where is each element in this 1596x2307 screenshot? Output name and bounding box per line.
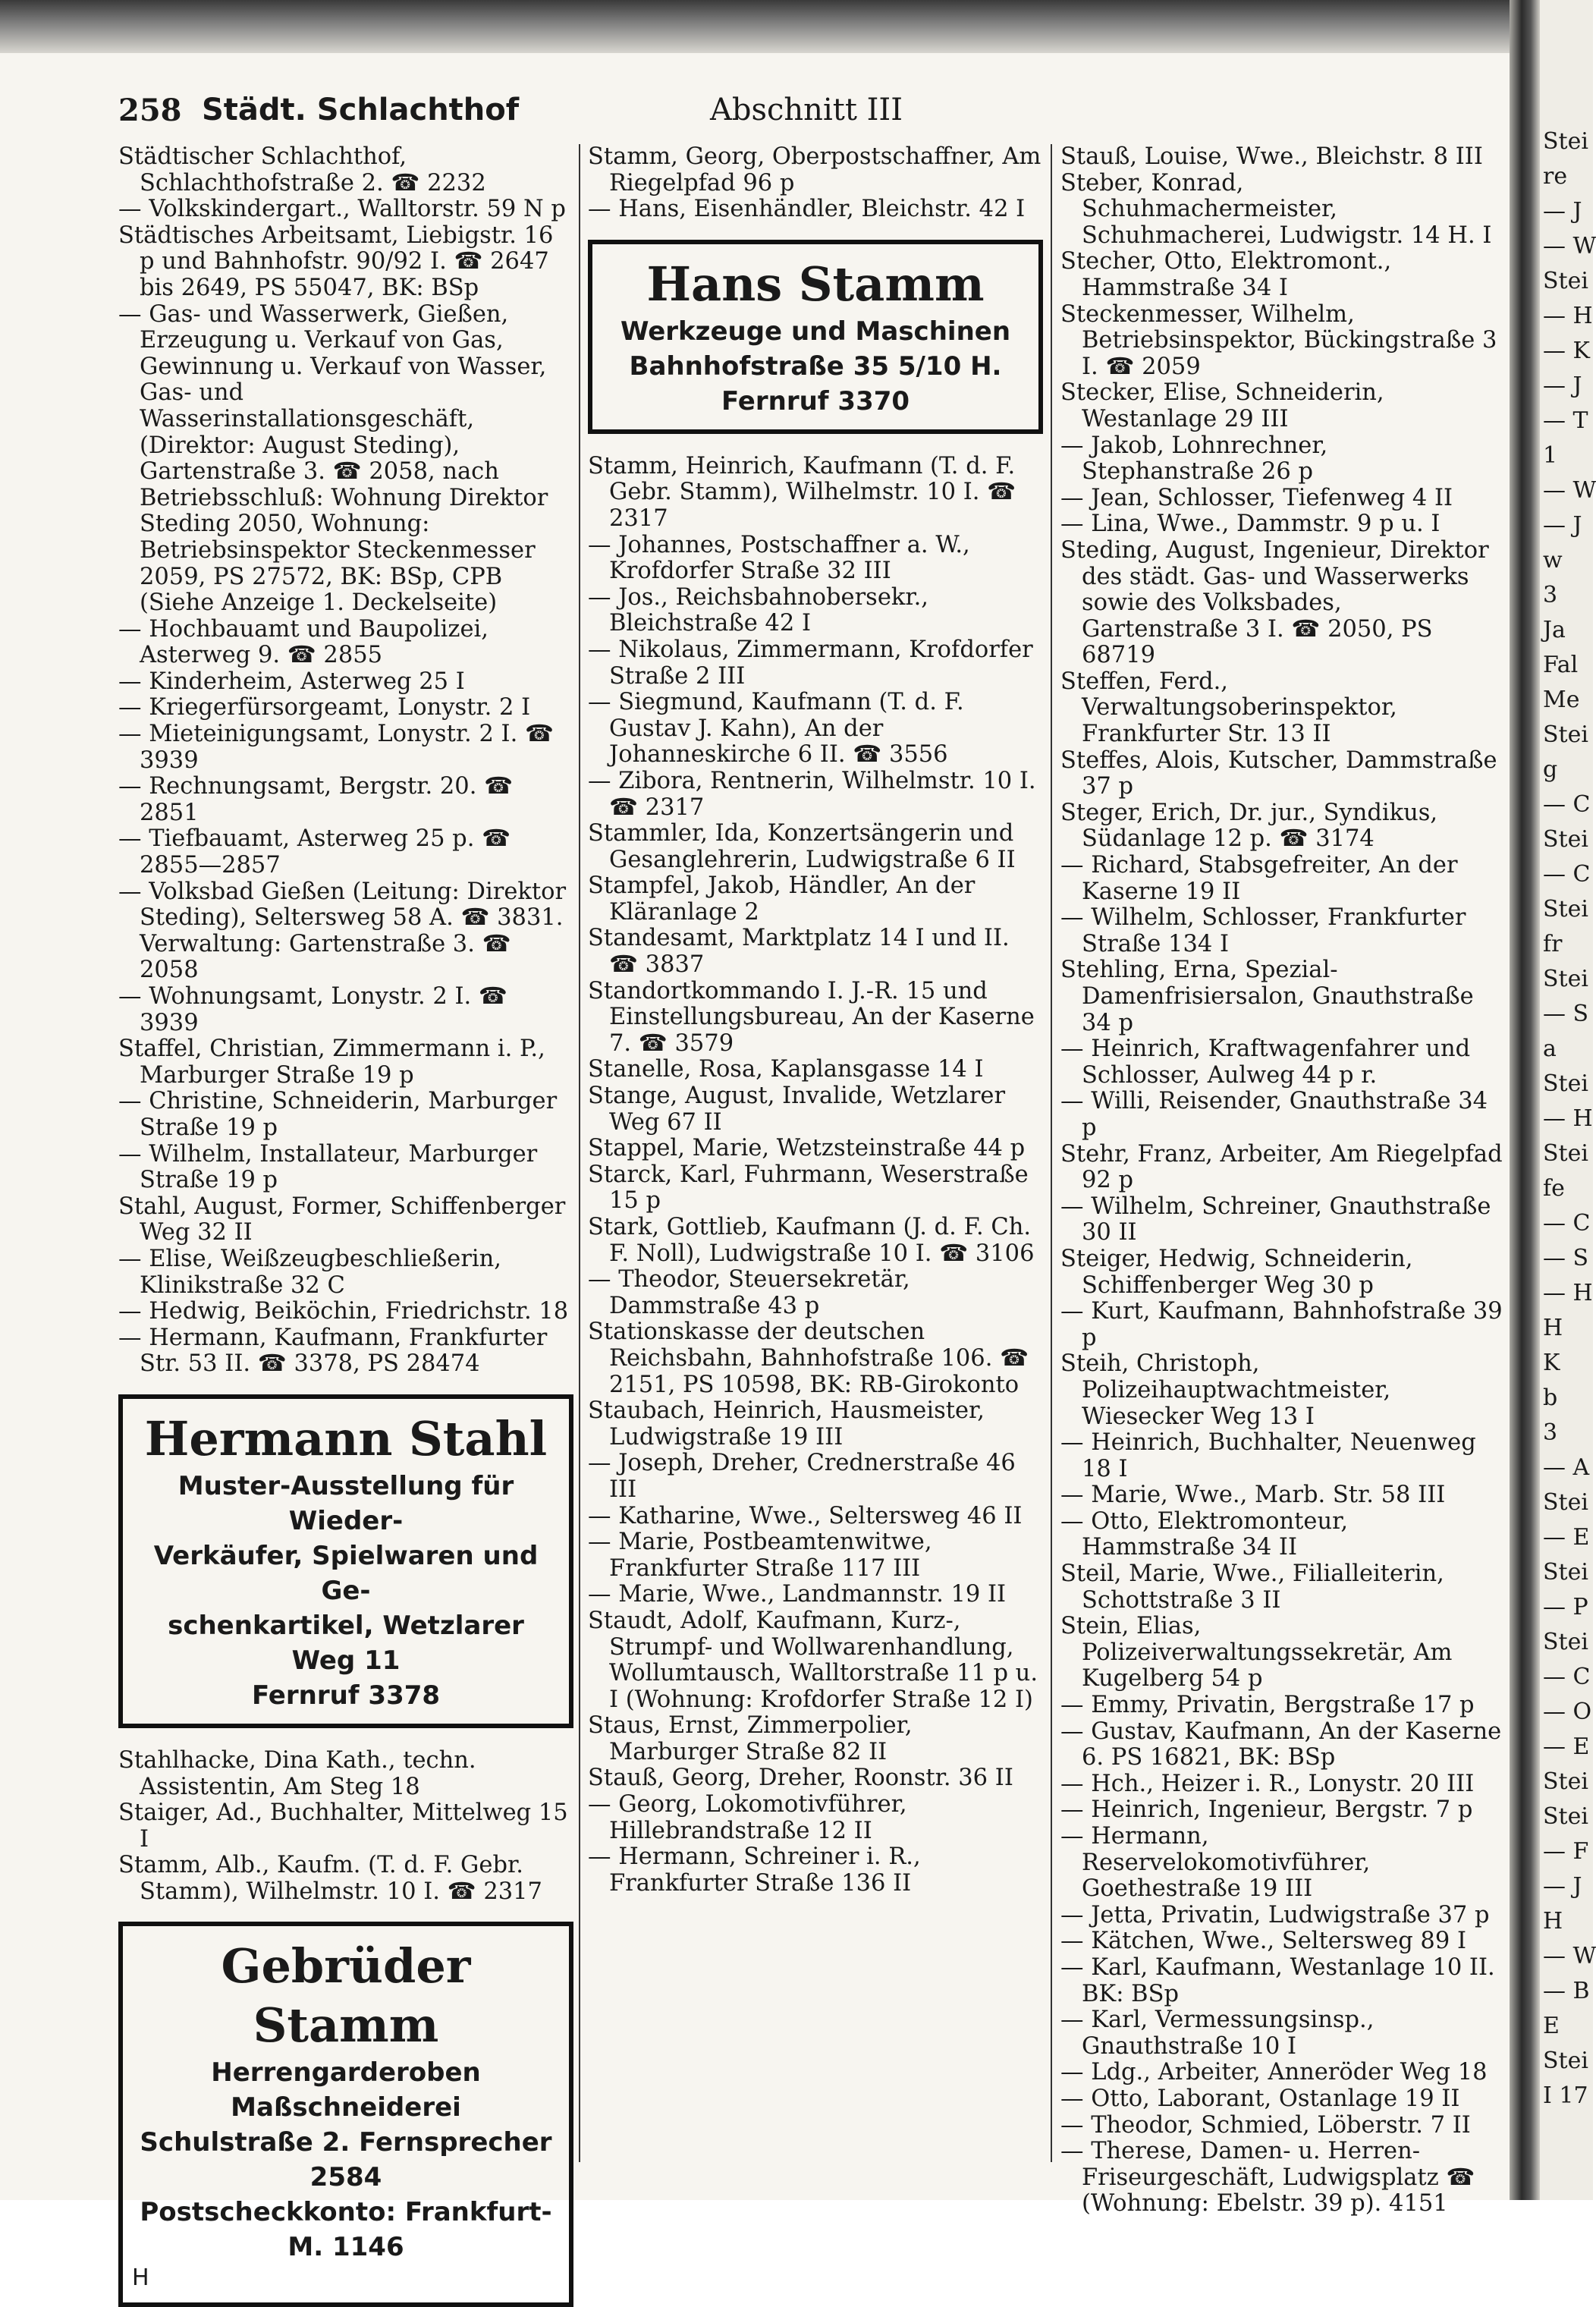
directory-entry: — Jean, Schlosser, Tiefenweg 4 II <box>1060 484 1453 511</box>
directory-entry: Stationskasse der deutschen Reichsbahn, Bahnhofstraße 106. ☎ 2151, PS 10598, BK: RB-Girokonto <box>588 1319 1029 1398</box>
adjacent-page-fragment: — J <box>1543 198 1582 225</box>
directory-entry: — Heinrich, Ingenieur, Bergstr. 7 p <box>1060 1796 1473 1824</box>
adjacent-page-fragment: 1 <box>1543 442 1558 469</box>
directory-entry: Stein, Elias, Polizeiverwaltungssekretär, Am Kugelberg 54 p <box>1060 1613 1453 1693</box>
advertisement-box <box>118 1922 573 2307</box>
directory-entry: Stahlhacke, Dina Kath., techn. Assistentin, Am Steg 18 <box>118 1746 476 1800</box>
directory-entry: — Marie, Wwe., Marb. Str. 58 III <box>1060 1482 1446 1509</box>
advertisement-box <box>118 1394 573 1728</box>
adjacent-page-fragment: Stei <box>1543 826 1588 853</box>
adjacent-page-fragment: 3 <box>1543 582 1558 608</box>
adjacent-page-fragment: 3 <box>1543 1419 1558 1446</box>
directory-entry: Stamm, Georg, Oberpostschaffner, Am Riegelpfad 96 p <box>588 143 1041 196</box>
ad-company-name: Gebrüder Stamm <box>221 1938 471 2054</box>
directory-entry: Städtisches Arbeitsamt, Liebigstr. 16 p und Bahnhofstr. 90/92 I. ☎ 2647 bis 2649, PS 55047, BK: BSp <box>118 222 554 301</box>
directory-entry: Stecher, Otto, Elektromont., Hammstraße 34 I <box>1060 248 1392 301</box>
directory-entry: — Hedwig, Beiköchin, Friedrichstr. 18 <box>118 1298 569 1325</box>
directory-entry: — Zibora, Rentnerin, Wilhelmstr. 10 I. ☎ 2317 <box>588 767 1036 821</box>
directory-entry: Staudt, Adolf, Kaufmann, Kurz-, Strumpf- und Wollwarenhandlung, Wollumtausch, Walltorstraße 11 p u. I (Wohnung: Krofdorfer Straße 12 I) <box>588 1607 1038 1713</box>
directory-entry: — Kurt, Kaufmann, Bahnhofstraße 39 p <box>1060 1298 1503 1351</box>
adjacent-page-fragment: — H <box>1543 1280 1593 1306</box>
directory-entry: — Mieteinigungsamt, Lonystr. 2 I. ☎ 3939 <box>118 721 554 774</box>
adjacent-page-fragment: — W <box>1543 233 1596 259</box>
ad-line: Postscheckkonto: Frankfurt-M. 1146 <box>140 2197 552 2263</box>
directory-entry: Steffen, Ferd., Verwaltungsoberinspektor, Frankfurter Str. 13 II <box>1060 668 1397 748</box>
adjacent-page-fragment: — C <box>1543 1664 1591 1690</box>
directory-entry: — Hermann, Kaufmann, Frankfurter Str. 53 II. ☎ 3378, PS 28474 <box>118 1324 548 1378</box>
adjacent-page-fragment: — C <box>1543 1210 1591 1237</box>
directory-entry: Standortkommando I. J.-R. 15 und Einstellungsbureau, An der Kaserne 7. ☎ 3579 <box>588 977 1035 1057</box>
adjacent-page-fragment: Me <box>1543 687 1580 713</box>
adjacent-page-fragment: Fal <box>1543 652 1579 678</box>
directory-entry: Steiger, Hedwig, Schneiderin, Schiffenberger Weg 30 p <box>1060 1245 1413 1299</box>
adjacent-page-fragment: Stei <box>1543 896 1588 922</box>
directory-entry: Stamm, Heinrich, Kaufmann (T. d. F. Gebr. Stamm), Wilhelmstr. 10 I. ☎ 2317 <box>588 452 1016 532</box>
adjacent-page-fragment: — C <box>1543 791 1591 818</box>
adjacent-page-fragment: w <box>1543 547 1563 574</box>
adjacent-page-fragment: Stei <box>1543 1803 1588 1830</box>
directory-entry: — Willi, Reisender, Gnauthstraße 34 p <box>1060 1088 1488 1141</box>
directory-entry: — Karl, Vermessungsinsp., Gnauthstraße 10 I <box>1060 2007 1375 2060</box>
adjacent-page-fragment: H <box>1543 1315 1563 1341</box>
directory-entry: — Siegmund, Kaufmann (T. d. F. Gustav J. Kahn), An der Johanneskirche 6 II. ☎ 3556 <box>588 689 964 768</box>
directory-entry: — Emmy, Privatin, Bergstraße 17 p <box>1060 1692 1475 1719</box>
adjacent-page-fragment: I 17 <box>1543 2082 1588 2109</box>
adjacent-page-fragment: — C <box>1543 861 1591 888</box>
adjacent-page-fragment: — P <box>1543 1594 1588 1620</box>
directory-entry: Staubach, Heinrich, Hausmeister, Ludwigstraße 19 III <box>588 1397 985 1451</box>
directory-entry: Stamm, Alb., Kaufm. (T. d. F. Gebr. Stamm), Wilhelmstr. 10 I. ☎ 2317 <box>118 1852 542 1905</box>
directory-entry: — Otto, Elektromonteur, Hammstraße 34 II <box>1060 1507 1349 1561</box>
directory-entry: — Kriegerfürsorgeamt, Lonystr. 2 I <box>118 694 531 721</box>
adjacent-page-fragment: b <box>1543 1385 1558 1411</box>
adjacent-page-fragment: — H <box>1543 303 1593 329</box>
directory-entry: Stehling, Erna, Spezial-Damenfrisiersalon, Gnauthstraße 34 p <box>1060 957 1474 1036</box>
adjacent-page-fragment: — K <box>1543 338 1590 364</box>
directory-entry: — Heinrich, Buchhalter, Neuenweg 18 I <box>1060 1429 1476 1482</box>
adjacent-page-fragment: Stei <box>1543 1559 1588 1586</box>
adjacent-page-fragment: — J <box>1543 512 1582 539</box>
directory-entry: — Hochbauamt und Baupolizei, Asterweg 9. ☎ 2855 <box>118 615 489 669</box>
adjacent-page-fragment: Stei <box>1543 128 1588 155</box>
directory-entry: — Ldg., Arbeiter, Anneröder Weg 18 <box>1060 2059 1488 2086</box>
directory-entry: — Hans, Eisenhändler, Bleichstr. 42 I <box>588 196 1026 223</box>
adjacent-page-fragment: Stei <box>1543 966 1588 992</box>
book-gutter <box>1510 0 1540 2200</box>
directory-entry: — Nikolaus, Zimmermann, Krofdorfer Straße 2 III <box>588 636 1033 690</box>
adjacent-page-fragment: — S <box>1543 1245 1589 1271</box>
directory-entry: — Kinderheim, Asterweg 25 I <box>118 668 465 695</box>
ad-company-name: Hans Stamm <box>646 256 985 312</box>
directory-entry: — Theodor, Schmied, Löberstr. 7 II <box>1060 2111 1471 2139</box>
top-edge-shadow <box>0 0 1593 53</box>
ad-line: Werkzeuge und Maschinen <box>620 316 1011 347</box>
directory-entry: Stark, Gottlieb, Kaufmann (J. d. F. Ch. F. Noll), Ludwigstraße 10 I. ☎ 3106 <box>588 1214 1035 1267</box>
directory-entry: — Therese, Damen- u. Herren-Friseurgeschäft, Ludwigsplatz ☎ (Wohnung: Ebelstr. 39 p). 4151 <box>1060 2138 1475 2217</box>
directory-entry: — Hermann, Reservelokomotivführer, Goethestraße 19 III <box>1060 1823 1371 1903</box>
ad-line: Herrengarderoben <box>211 2057 481 2089</box>
adjacent-page-fragment: Stei <box>1543 1070 1588 1097</box>
directory-entry: — Wilhelm, Schlosser, Frankfurter Straße 134 I <box>1060 904 1466 957</box>
adjacent-page-fragment: Stei <box>1543 1768 1588 1795</box>
directory-entry: — Rechnungsamt, Bergstr. 20. ☎ 2851 <box>118 773 514 826</box>
directory-entry: — Volksbad Gießen (Leitung: Direktor Steding), Seltersweg 58 A. ☎ 3831. Verwaltung: Gartenstraße 3. ☎ 2058 <box>118 878 567 984</box>
directory-entry: — Lina, Wwe., Dammstr. 9 p u. I <box>1060 511 1440 538</box>
directory-entry: — Wohnungsamt, Lonystr. 2 I. ☎ 3939 <box>118 983 507 1036</box>
directory-entry: — Jakob, Lohnrechner, Stephanstraße 26 p <box>1060 432 1328 486</box>
ad-line: Fernruf 3378 <box>251 1680 441 1711</box>
ad-line: schenkartikel, Wetzlarer Weg 11 <box>168 1610 524 1676</box>
adjacent-page-fragment: fe <box>1543 1175 1565 1202</box>
adjacent-page-fragment: — B <box>1543 1978 1590 2004</box>
directory-entry: — Kätchen, Wwe., Seltersweg 89 I <box>1060 1928 1466 1955</box>
directory-entry: — Marie, Postbeamtenwitwe, Frankfurter Straße 117 III <box>588 1529 932 1582</box>
adjacent-page-fragment: — S <box>1543 1001 1589 1027</box>
directory-entry: Steih, Christoph, Polizeihauptwachtmeister, Wiesecker Weg 13 I <box>1060 1350 1391 1430</box>
directory-entry: Staiger, Ad., Buchhalter, Mittelweg 15 I <box>118 1799 568 1853</box>
adjacent-page-edge <box>1540 0 1596 2200</box>
directory-entry: Stampfel, Jakob, Händler, An der Kläranlage 2 <box>588 872 976 926</box>
ad-line: Fernruf 3370 <box>721 385 910 416</box>
column-3 <box>1060 143 1504 2217</box>
directory-entry: — Wilhelm, Installateur, Marburger Straße 19 p <box>118 1140 538 1194</box>
directory-entry: — Jetta, Privatin, Ludwigstraße 37 p <box>1060 1901 1490 1928</box>
directory-entry: Stammler, Ida, Konzertsängerin und Gesanglehrerin, Ludwigstraße 6 II <box>588 820 1016 873</box>
directory-entry: Steffes, Alois, Kutscher, Dammstraße 37 p <box>1060 746 1497 800</box>
ad-line: Schulstraße 2. Fernsprecher 2584 <box>140 2127 552 2193</box>
directory-entry: Stehr, Franz, Arbeiter, Am Riegelpfad 92 p <box>1060 1140 1503 1194</box>
directory-entry: — Katharine, Wwe., Seltersweg 46 II <box>588 1502 1023 1529</box>
ad-line: Muster-Ausstellung für Wieder- <box>178 1470 514 1536</box>
directory-entry: — Marie, Wwe., Landmannstr. 19 II <box>588 1581 1007 1608</box>
directory-entry: — Georg, Lokomotivführer, Hillebrandstraße 12 II <box>588 1791 907 1844</box>
column-1 <box>118 143 573 2292</box>
adjacent-page-fragment: — W <box>1543 477 1596 504</box>
adjacent-page-fragment: — W <box>1543 1943 1596 1969</box>
directory-entry: Stauß, Georg, Dreher, Roonstr. 36 II <box>588 1765 1013 1792</box>
directory-entry: Steil, Marie, Wwe., Filialleiterin, Schottstraße 3 II <box>1060 1561 1444 1614</box>
running-head-section: Städt. Schlachthof <box>202 93 520 127</box>
directory-entry: Stappel, Marie, Wetzsteinstraße 44 p <box>588 1135 1026 1162</box>
directory-entry: — Gustav, Kaufmann, An der Kaserne 6. PS 16821, BK: BSp <box>1060 1718 1502 1771</box>
column-2 <box>588 144 1043 2185</box>
adjacent-page-fragment: — J <box>1543 372 1582 399</box>
directory-entry: — Otto, Laborant, Ostanlage 19 II <box>1060 2085 1460 2112</box>
column-rule <box>579 144 580 2162</box>
ad-line: Maßschneiderei <box>231 2092 461 2123</box>
directory-entry: — Johannes, Postschaffner a. W., Krofdorfer Straße 32 III <box>588 531 970 585</box>
directory-entry: — Jos., Reichsbahnobersekr., Bleichstraße 42 I <box>588 583 928 637</box>
directory-entry: Steber, Konrad, Schuhmachermeister, Schuhmacherei, Ludwigstr. 14 H. I <box>1060 169 1492 249</box>
adjacent-page-fragment: — A <box>1543 1454 1590 1481</box>
adjacent-page-fragment: re <box>1543 163 1568 190</box>
adjacent-page-fragment: — J <box>1543 1873 1582 1900</box>
adjacent-page-fragment: — O <box>1543 1699 1592 1725</box>
column-rule <box>1051 144 1052 2162</box>
page-number: 258 <box>118 93 182 128</box>
ad-mark: H <box>132 2265 149 2292</box>
directory-entry: Stahl, August, Former, Schiffenberger Weg 32 II <box>118 1193 566 1246</box>
directory-entry: — Elise, Weißzeugbeschließerin, Klinikstraße 32 C <box>118 1245 501 1299</box>
directory-entry: — Richard, Stabsgefreiter, An der Kaserne 19 II <box>1060 852 1458 905</box>
directory-entry: — Volkskindergart., Walltorstr. 59 N p <box>118 196 566 223</box>
directory-entry: Staffel, Christian, Zimmermann i. P., Marburger Straße 19 p <box>118 1036 545 1089</box>
directory-entry: Stanelle, Rosa, Kaplansgasse 14 I <box>588 1056 984 1083</box>
directory-entry: Steckenmesser, Wilhelm, Betriebsinspektor, Bückingstraße 3 I. ☎ 2059 <box>1060 300 1497 380</box>
directory-entry: — Hch., Heizer i. R., Lonystr. 20 III <box>1060 1770 1475 1797</box>
adjacent-page-fragment: Stei <box>1543 268 1588 294</box>
adjacent-page-fragment: — E <box>1543 1733 1590 1760</box>
ad-company-name: Hermann Stahl <box>144 1410 548 1466</box>
adjacent-page-fragment: g <box>1543 756 1558 783</box>
ad-line: Bahnhofstraße 35 5/10 H. <box>629 350 1002 382</box>
directory-entry: Steding, August, Ingenieur, Direktor des städt. Gas- und Wasserwerks sowie des Volksbades, Gartenstraße 3 I. ☎ 2050, PS 68719 <box>1060 536 1489 669</box>
adjacent-page-fragment: Ja <box>1543 617 1566 643</box>
directory-entry: — Christine, Schneiderin, Marburger Straße 19 p <box>118 1088 558 1141</box>
running-head-chapter: Abschnitt III <box>710 93 903 127</box>
adjacent-page-fragment: K <box>1543 1350 1560 1376</box>
directory-entry: — Heinrich, Kraftwagenfahrer und Schlosser, Aulweg 44 p r. <box>1060 1036 1471 1089</box>
adjacent-page-fragment: Stei <box>1543 2048 1588 2074</box>
directory-entry: Stange, August, Invalide, Wetzlarer Weg 67 II <box>588 1083 1006 1136</box>
directory-entry: Stecker, Elise, Schneiderin, Westanlage 29 III <box>1060 379 1384 432</box>
advertisement-box <box>588 240 1043 434</box>
adjacent-page-fragment: Stei <box>1543 1629 1588 1655</box>
directory-entry: — Hermann, Schreiner i. R., Frankfurter Straße 136 II <box>588 1843 921 1897</box>
directory-entry: Städtischer Schlachthof, Schlachthofstraße 2. ☎ 2232 <box>118 143 486 196</box>
directory-entry: — Theodor, Steuersekretär, Dammstraße 43 p <box>588 1266 910 1319</box>
adjacent-page-fragment: H <box>1543 1908 1563 1935</box>
adjacent-page-fragment: — T <box>1543 407 1588 434</box>
directory-entry: Staus, Ernst, Zimmerpolier, Marburger Straße 82 II <box>588 1712 913 1765</box>
directory-entry: Standesamt, Marktplatz 14 I und II. ☎ 3837 <box>588 925 1010 979</box>
adjacent-page-fragment: Stei <box>1543 1140 1588 1167</box>
adjacent-page-fragment: Stei <box>1543 721 1588 748</box>
ad-line: Verkäufer, Spielwaren und Ge- <box>153 1540 539 1606</box>
directory-entry: Steger, Erich, Dr. jur., Syndikus, Südanlage 12 p. ☎ 3174 <box>1060 799 1438 853</box>
adjacent-page-fragment: Stei <box>1543 1489 1588 1516</box>
adjacent-page-fragment: — H <box>1543 1105 1593 1132</box>
directory-entry: Starck, Karl, Fuhrmann, Weserstraße 15 p <box>588 1161 1029 1215</box>
directory-entry: — Wilhelm, Schreiner, Gnauthstraße 30 II <box>1060 1193 1491 1246</box>
directory-entry: — Karl, Kaufmann, Westanlage 10 II. BK: BSp <box>1060 1953 1495 2007</box>
directory-entry: Stauß, Louise, Wwe., Bleichstr. 8 III <box>1060 143 1483 170</box>
directory-entry: — Tiefbauamt, Asterweg 25 p. ☎ 2855—2857 <box>118 825 511 879</box>
adjacent-page-fragment: E <box>1543 2013 1560 2039</box>
adjacent-page-fragment: fr <box>1543 931 1563 957</box>
adjacent-page-fragment: — F <box>1543 1838 1589 1865</box>
directory-entry: — Gas- und Wasserwerk, Gießen, Erzeugung u. Verkauf von Gas, Gewinnung u. Verkauf von Wasser, Gas- und Wasserinstallationsgeschäft, (Direktor: August Steding), Gartenstraße 3. ☎ 2058, nach Betriebsschluß: Wohnung Direktor Steding 2050, Wohnung: Betriebsinspektor Steckenmesser 2059, PS 27572, BK: BSp, CPB (Siehe Anzeige 1. Deckelseite) <box>118 300 548 617</box>
adjacent-page-fragment: — E <box>1543 1524 1590 1551</box>
directory-entry: — Joseph, Dreher, Crednerstraße 46 III <box>588 1450 1016 1503</box>
adjacent-page-fragment: a <box>1543 1036 1557 1062</box>
page-header <box>118 93 1506 138</box>
